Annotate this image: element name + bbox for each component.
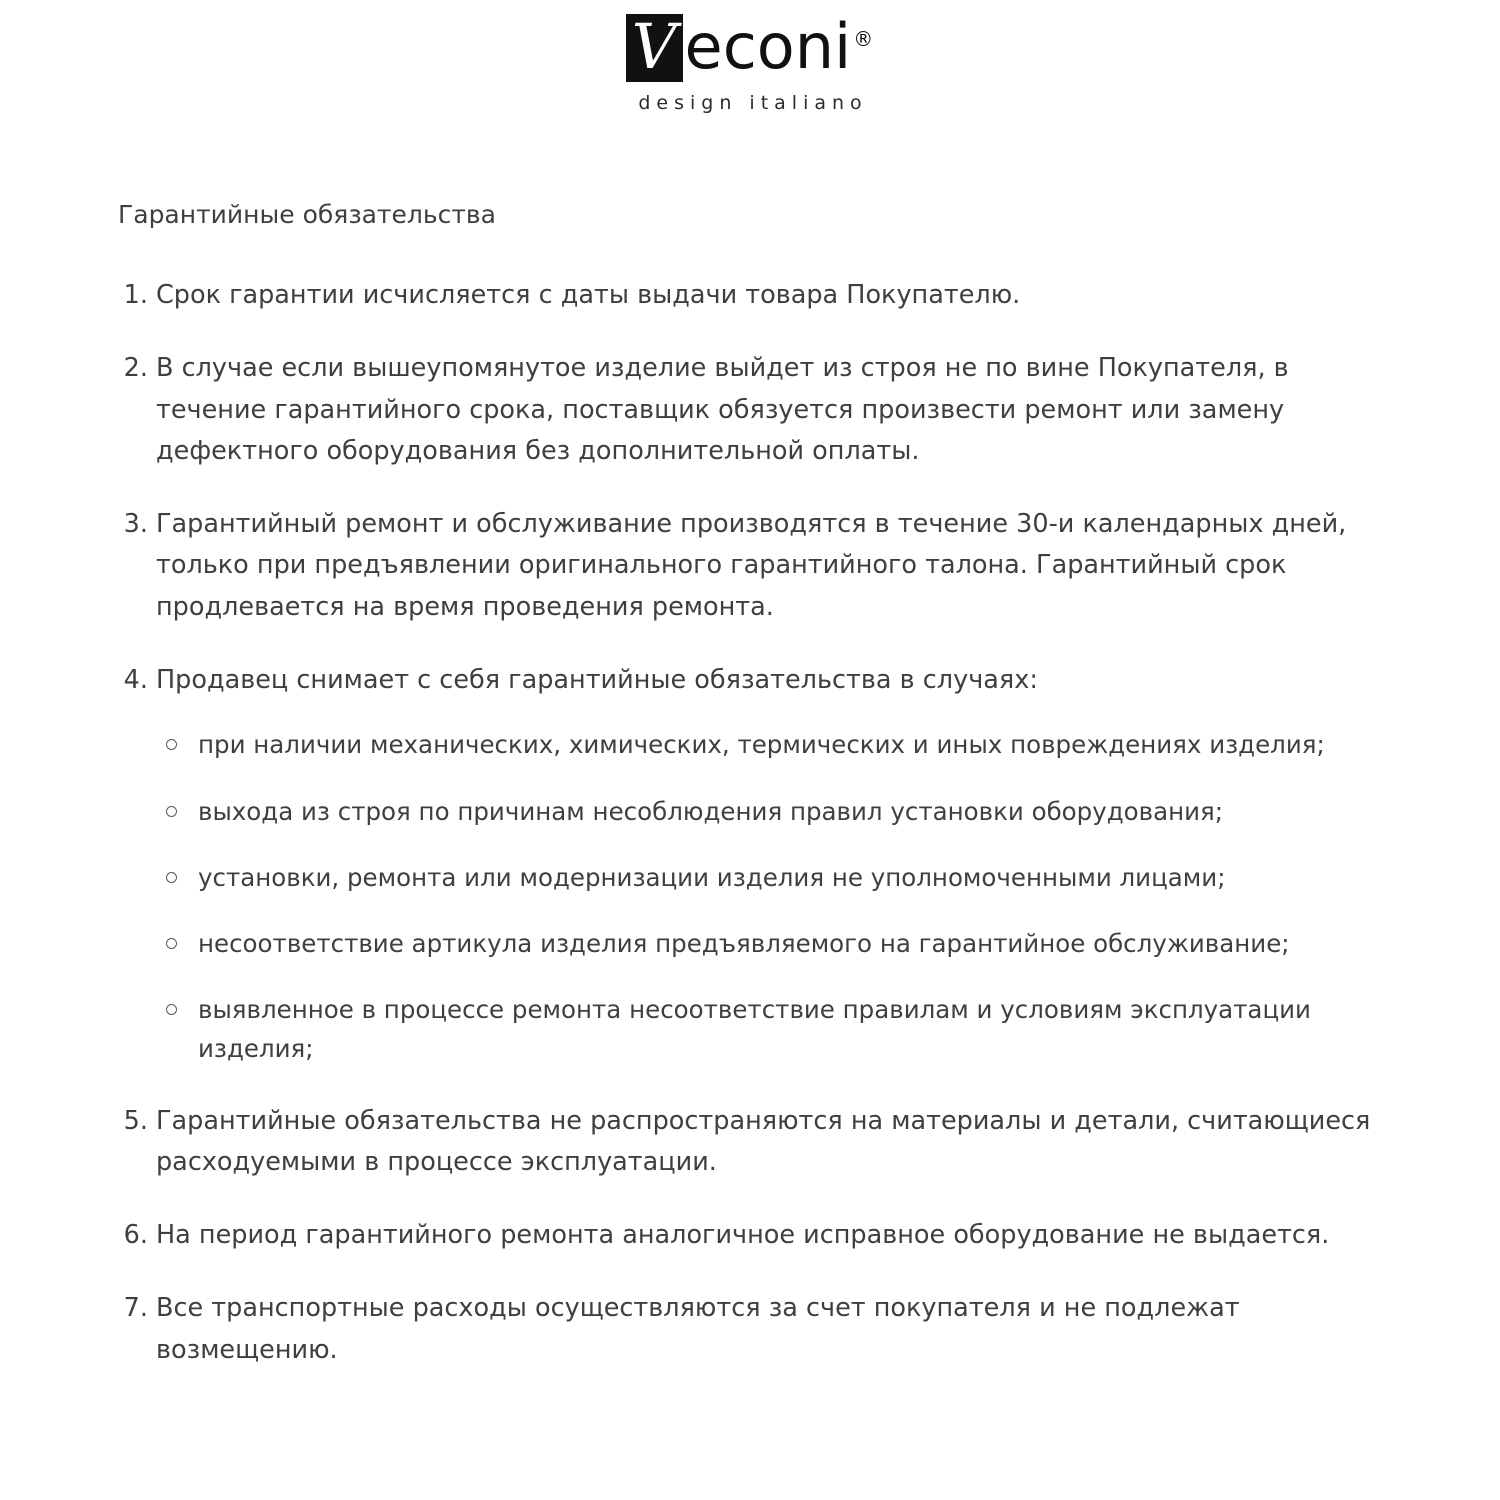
list-item [156, 924, 1382, 963]
logo-wordmark [624, 8, 876, 86]
list-item [156, 725, 1382, 764]
logo-initial: V [626, 14, 683, 82]
list-item [156, 990, 1382, 1068]
list-item-number: 4. [123, 665, 148, 696]
list-item [118, 504, 1382, 628]
list-item [118, 275, 1382, 316]
circle-bullet-icon [166, 872, 177, 883]
logo-tagline: design italiano [638, 92, 868, 114]
list-item [118, 1101, 1382, 1184]
list-item-number: 3. [123, 509, 148, 540]
list-item-text: выявленное в процессе ремонта несоответствие правилам и условиям эксплуатации изделия; [198, 995, 1311, 1064]
list-item-text: Срок гарантии исчисляется с даты выдачи товара Покупателю. [156, 280, 1021, 310]
list-item [118, 1288, 1382, 1371]
logo-word-rest: econi [684, 10, 852, 83]
circle-bullet-icon [166, 806, 177, 817]
list-item-text: выхода из строя по причинам несоблюдения правил установки оборудования; [198, 796, 1224, 826]
document-body [0, 114, 1500, 1371]
circle-bullet-icon [166, 739, 177, 750]
list-item-number: 5. [123, 1105, 148, 1136]
list-item-number: 7. [123, 1293, 148, 1324]
exclusions-sublist-wrapper [156, 725, 1382, 1068]
list-item-text: Все транспортные расходы осуществляются за счет покупателя и не подлежат возмещению. [156, 1293, 1240, 1365]
warranty-terms-list [118, 275, 1382, 1371]
list-item-text: На период гарантийного ремонта аналогичное исправное оборудование не выдается. [156, 1220, 1330, 1251]
list-item-number: 2. [123, 353, 148, 384]
list-item [118, 1215, 1382, 1256]
list-item [118, 348, 1382, 472]
circle-bullet-icon [166, 1004, 177, 1015]
list-item-text: Продавец снимает с себя гарантийные обязательства в случаях: [156, 665, 1038, 696]
circle-bullet-icon [166, 938, 177, 949]
list-item [118, 660, 1382, 1068]
registered-trademark-icon: ® [853, 27, 875, 52]
list-item-number: 1. [123, 280, 148, 310]
page-title: Гарантийные обязательства [118, 200, 496, 229]
list-item-text: при наличии механических, химических, термических и иных повреждениях изделия; [198, 730, 1325, 760]
list-item-text: В случае если вышеупомянутое изделие выйдет из строя не по вине Покупателя, в течение гарантийного срока, поставщик обязуется произвести ремонт или замену дефектного оборудования без дополнительной оплаты. [156, 353, 1289, 466]
list-item-text: несоответствие артикула изделия предъявляемого на гарантийное обслуживание; [198, 928, 1290, 958]
brand-logo [0, 0, 1500, 114]
list-item [156, 858, 1382, 897]
list-item-number: 6. [123, 1220, 148, 1251]
list-item [156, 792, 1382, 831]
exclusions-sublist [156, 725, 1382, 1068]
list-item-text: установки, ремонта или модернизации изделия не уполномоченными лицами; [198, 862, 1226, 892]
list-item-text: Гарантийный ремонт и обслуживание производятся в течение 30-и календарных дней, только при предъявлении оригинального гарантийного талона. Гарантийный срок продлевается на время проведения ремонта. [156, 509, 1347, 622]
list-item-text: Гарантийные обязательства не распространяются на материалы и детали, считающиеся расходуемыми в процессе эксплуатации. [156, 1105, 1371, 1177]
